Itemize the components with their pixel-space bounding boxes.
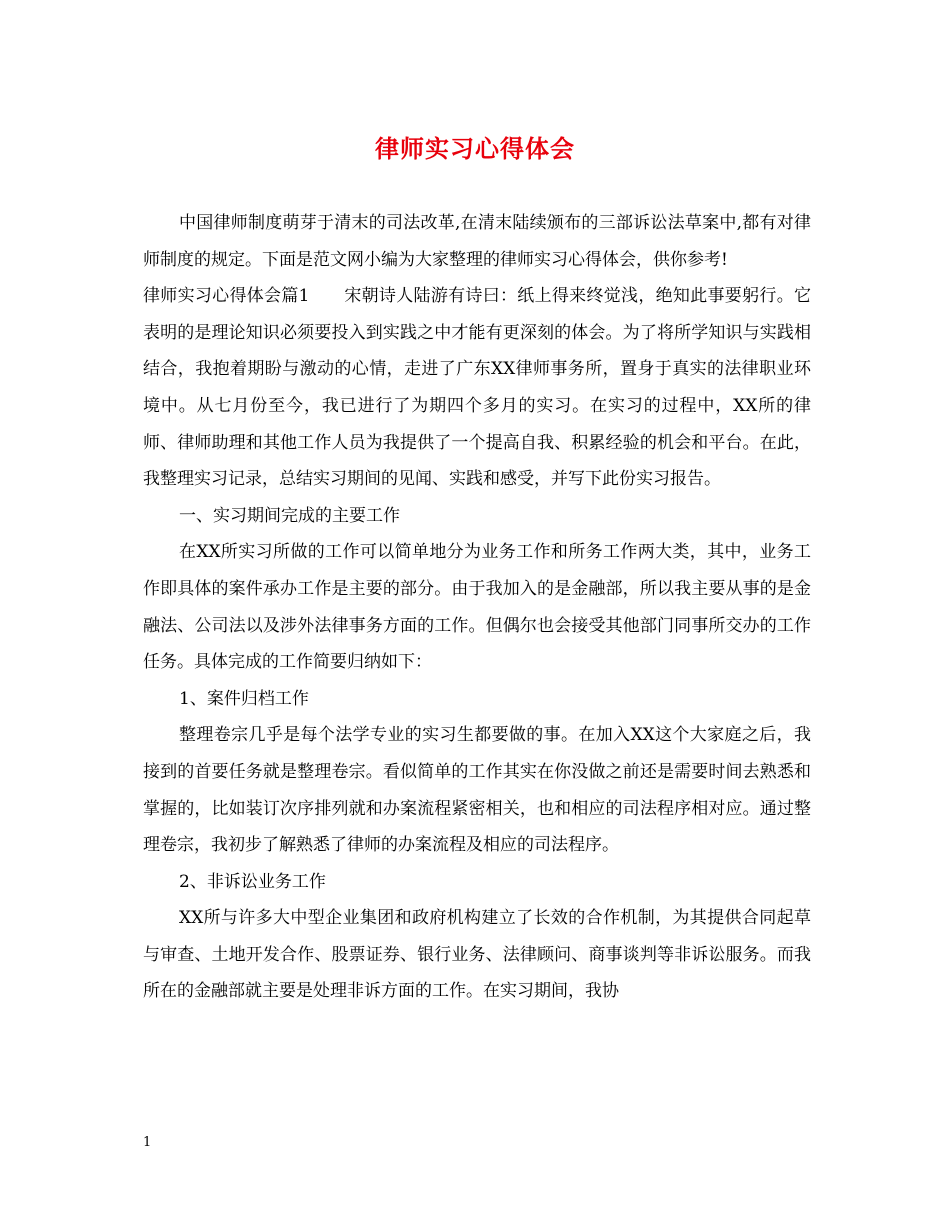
paragraph-non-litigation: XX所与许多大中型企业集团和政府机构建立了长效的合作机制，为其提供合同起草与审查、土地开发合作、股票证券、银行业务、法律顾问、商事谈判等非诉讼服务。而我所在的金融部就主要是处理非诉方面的工作。在实习期间，我协 <box>143 908 811 1002</box>
subheading-case-filing: 1、案件归档工作 <box>179 688 309 709</box>
paragraph-case-filing: 整理卷宗几乎是每个法学专业的实习生都要做的事。在加入XX这个大家庭之后，我接到的首要任务就是整理卷宗。看似简单的工作其实在你没做之前还是需要时间去熟悉和掌握的，比如装订次序排列就和办案流程紧密相关，也和相应的司法程序相对应。通过整理卷宗，我初步了解熟悉了律师的办案流程及相应的司法程序。 <box>143 725 811 856</box>
page-number: 1 <box>143 1135 152 1150</box>
document-body <box>143 205 811 1010</box>
section-heading-main-work: 一、实习期间完成的主要工作 <box>179 505 400 526</box>
subheading-non-litigation: 2、非诉讼业务工作 <box>179 871 326 892</box>
document-title: 律师实习心得体会 <box>375 134 575 163</box>
paragraph-work-overview: 在XX所实习所做的工作可以简单地分为业务工作和所务工作两大类，其中，业务工作即具体的案件承办工作是主要的部分。由于我加入的是金融部，所以我主要从事的是金融法、公司法以及涉外法律事务方面的工作。但偶尔也会接受其他部门同事所交办的工作任务。具体完成的工作简要归纳如下： <box>143 542 811 673</box>
paragraph-article-1: 律师实习心得体会篇1 宋朝诗人陆游有诗曰：纸上得来终觉浅，绝知此事要躬行。它表明的是理论知识必须要投入到实践之中才能有更深刻的体会。为了将所学知识与实践相结合，我抱着期盼与激动的心情，走进了广东XX律师事务所，置身于真实的法律职业环境中。从七月份至今，我已进行了为期四个多月的实习。在实习的过程中，XX所的律师、律师助理和其他工作人员为我提供了一个提高自我、积累经验的机会和平台。在此，我整理实习记录，总结实习期间的见闻、实践和感受，并写下此份实习报告。 <box>143 286 811 490</box>
paragraph-intro: 中国律师制度萌芽于清末的司法改革,在清末陆续颁布的三部诉讼法草案中,都有对律师制度的规定。下面是范文网小编为大家整理的律师实习心得体会，供你参考! <box>143 213 811 270</box>
